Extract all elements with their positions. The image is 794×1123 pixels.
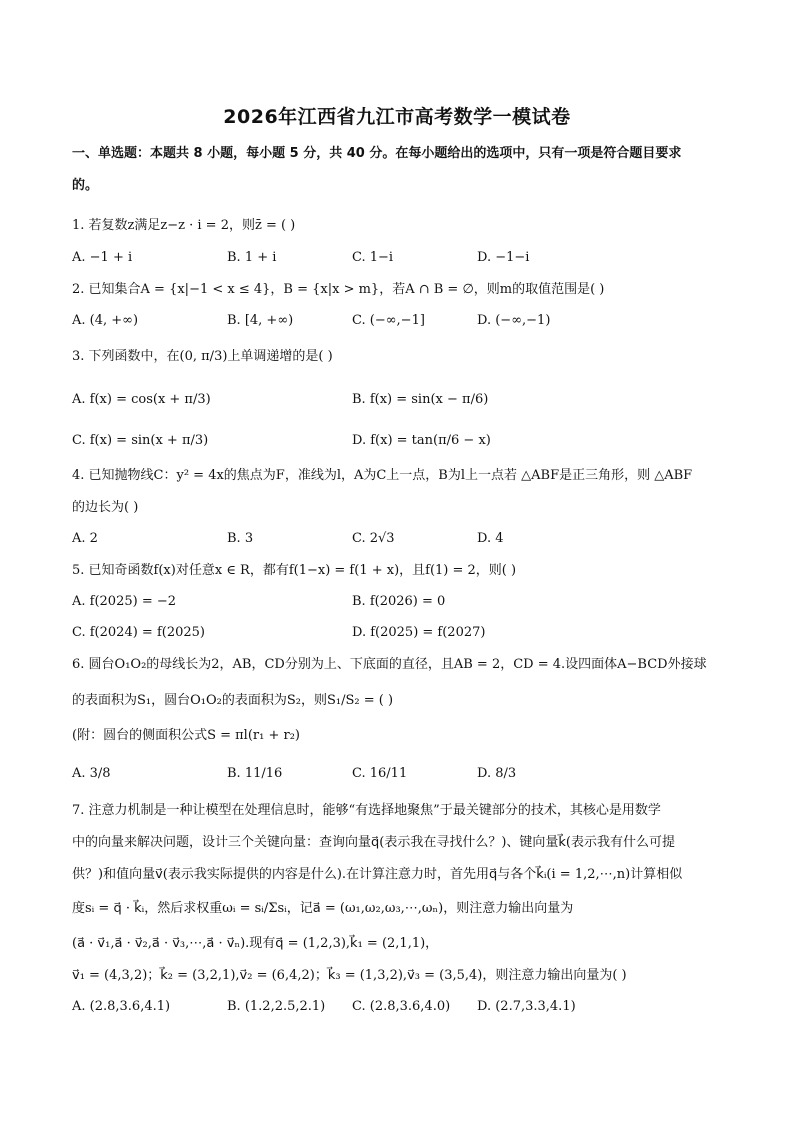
- question-4-option-a[interactable]: A. 2: [72, 531, 98, 546]
- question-7-stem-line-2: 中的向量来解决问题，设计三个关键向量：查询向量q⃗(表示我在寻找什么？)、键向量k⃗(表示我有什么可提: [72, 835, 675, 850]
- question-7-stem-line-6: v⃗₁ = (4,3,2)；k⃗₂ = (3,2,1),v⃗₂ = (6,4,2)；k⃗₃ = (1,3,2),v⃗₃ = (3,5,4)，则注意力输出向量为( ): [72, 968, 627, 983]
- question-4-option-c[interactable]: C. 2√3: [352, 531, 395, 546]
- section-header-line-1: 一、单选题：本题共 8 小题，每小题 5 分，共 40 分。在每小题给出的选项中，只有一项是符合题目要求: [72, 146, 682, 161]
- section-header-line-2: 的。: [72, 178, 99, 193]
- question-6-option-d[interactable]: D. 8/3: [477, 766, 517, 781]
- question-5-option-c[interactable]: C. f(2024) = f(2025): [72, 625, 205, 640]
- question-7-stem-line-5: (a⃗ · v⃗₁,a⃗ · v⃗₂,a⃗ · v⃗₃,⋯,a⃗ · v⃗ₙ).现有q⃗ = (1,2,3),k⃗₁ = (2,1,1)，: [72, 936, 439, 951]
- question-7-stem-line-3: 供？)和值向量v⃗(表示我实际提供的内容是什么).在计算注意力时，首先用q⃗与各个k⃗ᵢ(i = 1,2,⋯,n)计算相似: [72, 867, 683, 882]
- question-2-stem: 2. 已知集合A = {x|−1 < x ≤ 4}，B = {x|x > m}，若A ∩ B = ∅，则m的取值范围是( ): [72, 282, 605, 297]
- question-6-option-b[interactable]: B. 11/16: [227, 766, 283, 781]
- question-1-option-c[interactable]: C. 1−i: [352, 250, 394, 265]
- question-2-option-c[interactable]: C. (−∞,−1]: [352, 313, 425, 328]
- question-7-option-c[interactable]: C. (2.8,3.6,4.0): [352, 999, 451, 1014]
- question-7-stem-line-4: 度sᵢ = q⃗ · k⃗ᵢ，然后求权重ωᵢ = sᵢ/Σsᵢ，记a⃗ = (ω₁,ω₂,ω₃,⋯,ωₙ)，则注意力输出向量为: [72, 901, 574, 916]
- question-6-stem-line-2: 的表面积为S₁，圆台O₁O₂的表面积为S₂，则S₁/S₂ = ( ): [72, 693, 394, 708]
- question-3-option-a[interactable]: A. f(x) = cos(x + π/3): [72, 392, 211, 407]
- question-3-option-b[interactable]: B. f(x) = sin(x − π/6): [352, 392, 489, 407]
- question-6-option-a[interactable]: A. 3/8: [72, 766, 111, 781]
- question-6-option-c[interactable]: C. 16/11: [352, 766, 408, 781]
- question-7-option-d[interactable]: D. (2.7,3.3,4.1): [477, 999, 576, 1014]
- question-1-stem: 1. 若复数z满足z−z · i = 2，则z̄ = ( ): [72, 218, 296, 233]
- question-4-option-b[interactable]: B. 3: [227, 531, 254, 546]
- question-5-option-a[interactable]: A. f(2025) = −2: [72, 594, 177, 609]
- question-2-option-b[interactable]: B. [4, +∞): [227, 313, 294, 328]
- question-7-stem-line-1: 7. 注意力机制是一种让模型在处理信息时，能够“有选择地聚焦”于最关键部分的技术，其核心是用数学: [72, 803, 661, 818]
- question-1-option-a[interactable]: A. −1 + i: [72, 250, 133, 265]
- question-1-option-b[interactable]: B. 1 + i: [227, 250, 277, 265]
- question-2-option-a[interactable]: A. (4, +∞): [72, 313, 139, 328]
- page-title: 2026年江西省九江市高考数学一模试卷: [223, 106, 571, 128]
- question-4-option-d[interactable]: D. 4: [477, 531, 504, 546]
- question-3-option-d[interactable]: D. f(x) = tan(π/6 − x): [352, 433, 491, 448]
- question-7-option-b[interactable]: B. (1.2,2.5,2.1): [227, 999, 326, 1014]
- question-5-stem: 5. 已知奇函数f(x)对任意x ∈ R，都有f(1−x) = f(1 + x)，且f(1) = 2，则( ): [72, 563, 517, 578]
- question-1-option-d[interactable]: D. −1−i: [477, 250, 530, 265]
- question-5-option-b[interactable]: B. f(2026) = 0: [352, 594, 446, 609]
- question-6-note: (附：圆台的侧面积公式S = πl(r₁ + r₂): [72, 728, 300, 743]
- question-3-option-c[interactable]: C. f(x) = sin(x + π/3): [72, 433, 209, 448]
- question-5-option-d[interactable]: D. f(2025) = f(2027): [352, 625, 486, 640]
- question-6-stem-line-1: 6. 圆台O₁O₂的母线长为2，AB，CD分别为上、下底面的直径，且AB = 2，CD = 4.设四面体A−BCD外接球: [72, 657, 707, 672]
- question-7-option-a[interactable]: A. (2.8,3.6,4.1): [72, 999, 171, 1014]
- question-4-stem-line-2: 的边长为( ): [72, 500, 139, 515]
- question-2-option-d[interactable]: D. (−∞,−1): [477, 313, 551, 328]
- question-3-stem: 3. 下列函数中，在(0, π/3)上单调递增的是( ): [72, 349, 333, 364]
- question-4-stem-line-1: 4. 已知抛物线C：y² = 4x的焦点为F，准线为l，A为C上一点，B为l上一点若 △ABF是正三角形，则 △ABF: [72, 468, 693, 483]
